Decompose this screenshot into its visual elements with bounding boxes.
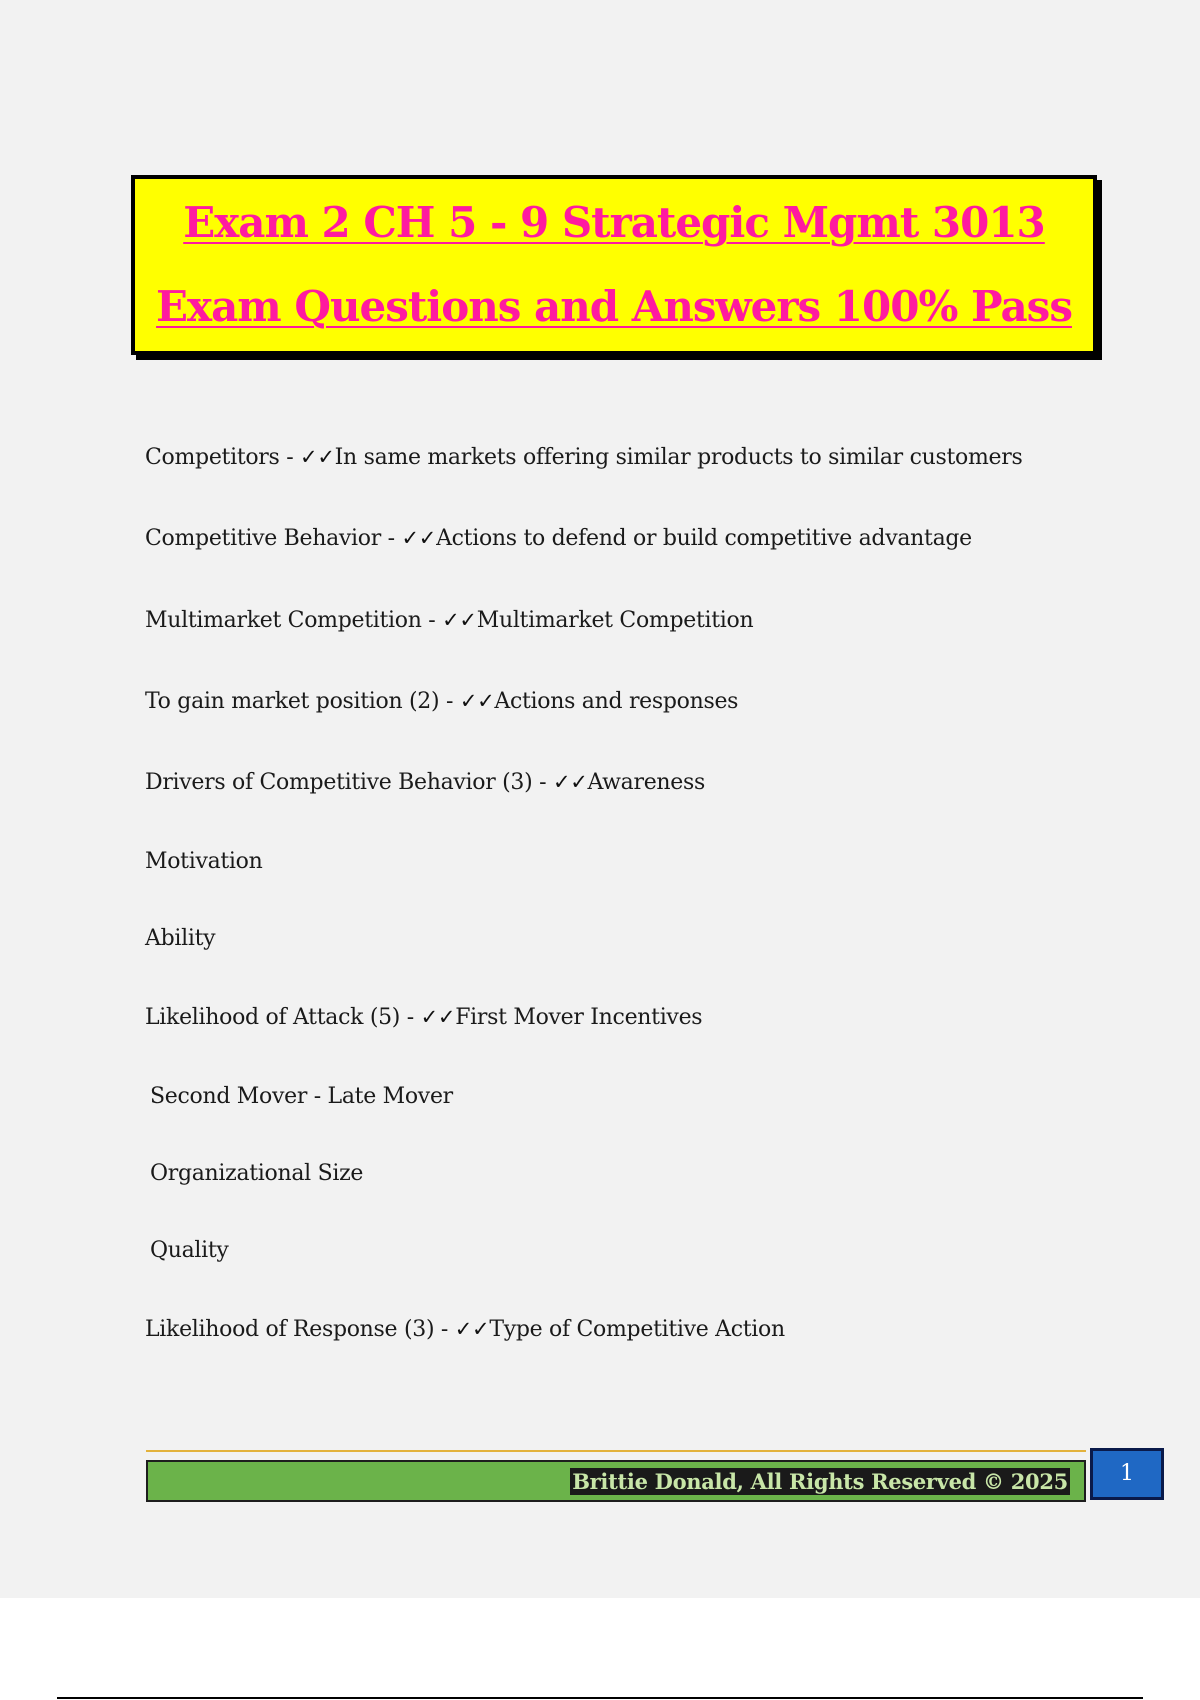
check-icon: ✓✓ bbox=[552, 770, 588, 794]
qa-answer: Actions and responses bbox=[494, 689, 739, 714]
title-line-2: Exam Questions and Answers 100% Pass bbox=[156, 282, 1072, 331]
qa-entry-competitive-behavior bbox=[145, 526, 972, 551]
qa-line-organizational-size: Organizational Size bbox=[150, 1161, 364, 1186]
bottom-divider bbox=[57, 1697, 1143, 1699]
check-icon: ✓✓ bbox=[454, 1317, 490, 1341]
qa-term: Competitors - bbox=[145, 445, 301, 470]
footer-bar bbox=[146, 1460, 1086, 1502]
check-icon: ✓✓ bbox=[442, 608, 477, 632]
qa-entry-drivers bbox=[145, 770, 705, 795]
check-icon: ✓✓ bbox=[401, 526, 437, 550]
qa-answer: Type of Competitive Action bbox=[489, 1317, 785, 1342]
qa-entry-gain-market-position bbox=[145, 689, 738, 714]
qa-answer: Awareness bbox=[587, 770, 705, 795]
footer-divider bbox=[146, 1450, 1086, 1452]
qa-entry-likelihood-response bbox=[145, 1317, 785, 1342]
page-number-badge: 1 bbox=[1090, 1448, 1164, 1500]
title-banner bbox=[131, 175, 1097, 355]
qa-entry-competitors bbox=[145, 445, 1022, 470]
qa-line-ability: Ability bbox=[145, 926, 216, 951]
qa-line-motivation: Motivation bbox=[145, 849, 263, 874]
qa-line-second-mover: Second Mover - Late Mover bbox=[150, 1084, 453, 1109]
qa-term: Competitive Behavior - bbox=[145, 526, 402, 551]
qa-term: To gain market position (2) - bbox=[145, 689, 460, 714]
qa-line-quality: Quality bbox=[150, 1238, 229, 1263]
title-line-1: Exam 2 CH 5 - 9 Strategic Mgmt 3013 bbox=[183, 198, 1045, 247]
check-icon: ✓✓ bbox=[420, 1005, 456, 1029]
check-icon: ✓✓ bbox=[459, 689, 495, 713]
qa-answer: Actions to defend or build competitive advantage bbox=[436, 526, 972, 551]
qa-term: Likelihood of Response (3) - bbox=[145, 1317, 455, 1342]
qa-term: Multimarket Competition - bbox=[145, 608, 443, 633]
qa-answer: First Mover Incentives bbox=[455, 1005, 703, 1030]
qa-answer: In same markets offering similar products to similar customers bbox=[334, 445, 1023, 470]
footer-copyright: Brittie Donald, All Rights Reserved © 2025 bbox=[572, 1469, 1068, 1494]
qa-entry-likelihood-attack bbox=[145, 1005, 702, 1030]
check-icon: ✓✓ bbox=[300, 445, 335, 469]
qa-entry-multimarket-competition bbox=[145, 608, 753, 633]
qa-term: Drivers of Competitive Behavior (3) - bbox=[145, 770, 553, 795]
qa-term: Likelihood of Attack (5) - bbox=[145, 1005, 421, 1030]
qa-answer: Multimarket Competition bbox=[476, 608, 754, 633]
